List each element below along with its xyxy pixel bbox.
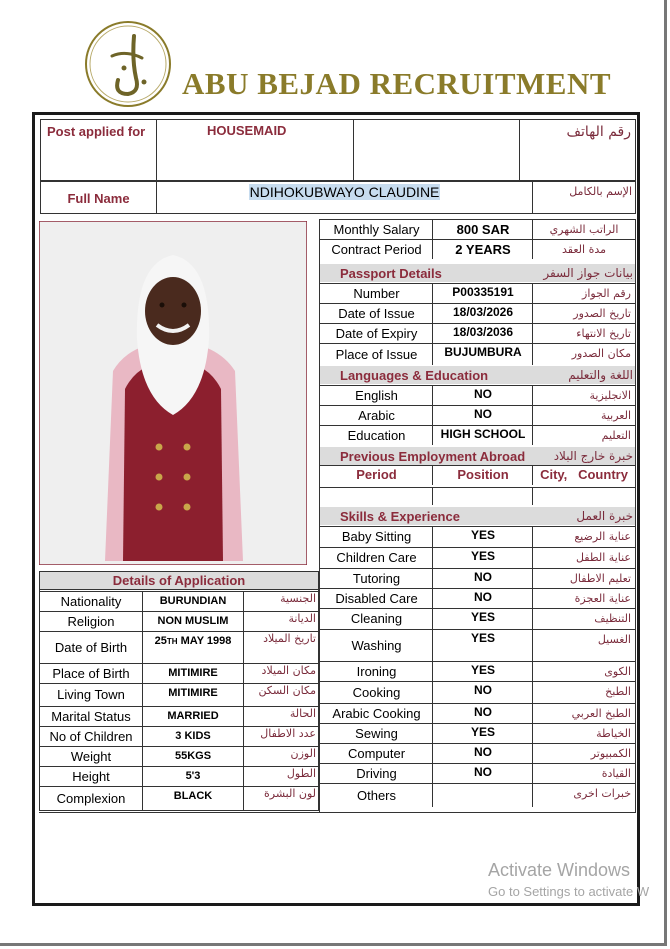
language-field-value: NO — [474, 387, 492, 401]
passport-field-label-ar: تاريخ الصدور — [573, 306, 631, 320]
skills-title: Skills & Experience — [340, 508, 460, 524]
skill-field-value — [433, 785, 533, 803]
skill-field-label: Computer — [347, 745, 406, 761]
employment-row-empty-divider-v2 — [532, 487, 533, 505]
fullname-value: NDIHOKUBWAYO CLAUDINE — [249, 184, 440, 200]
application-row-2-v2 — [243, 631, 244, 663]
company-name: ABU BEJAD RECRUITMENT — [182, 66, 612, 101]
employment-row-empty-divider — [319, 487, 635, 488]
dob-suffix: TH — [166, 636, 178, 646]
skill-field-value: YES — [470, 610, 495, 624]
skill-field-value: NO — [474, 705, 492, 719]
application-row-8-v2 — [243, 766, 244, 786]
passport-field-value: 18/03/2026 — [452, 305, 514, 319]
skill-field-label: Tutoring — [352, 570, 401, 586]
application-field-label-ar: الوزن — [290, 748, 316, 760]
passport-field-label-ar: مكان الصدور — [571, 346, 631, 360]
passport-field-value: P00335191 — [452, 285, 514, 299]
language-field-label: Education — [347, 427, 406, 443]
application-field-value: 55KGS — [174, 750, 212, 762]
skill-field-label-ar: التنظيف — [594, 611, 631, 625]
passport-field-label: Number — [353, 285, 400, 301]
languages-title: Languages & Education — [340, 367, 489, 383]
contract-period-value: 2 YEARS — [455, 241, 511, 257]
application-left-border — [39, 571, 40, 810]
skill-field-label-ar: الطبخ — [605, 684, 631, 698]
application-field-label: Nationality — [60, 593, 122, 609]
dob-month-year: MAY 1998 — [177, 635, 232, 647]
skill-field-label: Disabled Care — [335, 590, 418, 606]
application-field-value: BURUNDIAN — [159, 595, 227, 607]
passport-title-ar: بيانات جواز السفر — [543, 266, 633, 280]
application-field-label-ar: الطول — [286, 768, 316, 780]
company-logo — [84, 20, 172, 108]
application-field-value: 5'3 — [185, 770, 201, 782]
salary-row-0-divider-v2 — [532, 219, 533, 239]
monthly-salary-label: Monthly Salary — [333, 221, 420, 237]
passport-field-label: Date of Expiry — [335, 325, 418, 341]
watermark-line-2: Go to Settings to activate W — [488, 884, 650, 899]
skill-field-label: Others — [356, 787, 396, 803]
skill-field-label-ar: الكوى — [604, 664, 631, 678]
skill-field-label-ar: خبرات اخرى — [573, 786, 631, 800]
application-bottom-border — [39, 810, 319, 811]
passport-field-value: BUJUMBURA — [444, 345, 522, 359]
employment-title-ar: خبرة خارج البلاد — [553, 449, 633, 463]
application-field-label: Complexion — [56, 790, 126, 806]
passport-title: Passport Details — [340, 265, 442, 281]
employment-title: Previous Employment Abroad — [340, 448, 526, 464]
skill-field-label-ar: الخياطة — [596, 726, 631, 740]
skill-field-label: Ironing — [356, 663, 397, 679]
contract-period-label: Contract Period — [331, 241, 422, 257]
employment-col-country: City, Country — [540, 466, 628, 482]
application-field-label: Weight — [70, 748, 112, 764]
skills-title-ar: خبرة العمل — [576, 509, 633, 523]
skill-field-label: Arabic Cooking — [332, 705, 421, 721]
salary-row-0-divider-v1 — [432, 219, 433, 239]
skill-field-value: YES — [470, 725, 495, 739]
application-field-value: 3 KIDS — [175, 730, 211, 742]
languages-title-ar: اللغة والتعليم — [568, 368, 633, 382]
application-row-7-v2 — [243, 746, 244, 766]
skill-field-value: YES — [470, 631, 495, 645]
monthly-salary-ar: الراتب الشهري — [549, 222, 619, 236]
application-field-label-ar: تاريخ الميلاد — [263, 633, 316, 645]
application-field-value: MITIMIRE — [168, 667, 218, 679]
application-field-label: No of Children — [49, 728, 133, 744]
skill-field-value: YES — [470, 528, 495, 542]
application-field-value — [143, 633, 243, 649]
application-field-label: Religion — [67, 613, 115, 629]
application-field-label-ar: الحالة — [289, 708, 316, 720]
phone-label-ar: رقم الهاتف — [566, 124, 631, 140]
application-field-label: Place of Birth — [52, 665, 130, 681]
application-row-0-v2 — [243, 591, 244, 611]
skill-field-value: NO — [474, 570, 492, 584]
skill-field-label-ar: عناية العجزة — [574, 591, 631, 605]
post-applied-label: Post applied for — [47, 123, 146, 139]
fullname-label-ar: الإسم بالكامل — [569, 184, 632, 198]
monthly-salary-value: 800 SAR — [456, 221, 510, 237]
skill-field-value: NO — [474, 745, 492, 759]
application-row-1-v2 — [243, 611, 244, 631]
skill-field-label: Sewing — [355, 725, 398, 741]
application-field-label-ar: الجنسية — [280, 593, 316, 605]
language-field-value: HIGH SCHOOL — [440, 427, 526, 441]
skill-field-label: Driving — [356, 765, 397, 781]
application-field-label-ar: عدد الاطفال — [260, 728, 316, 740]
skill-field-label: Children Care — [336, 550, 417, 565]
skill-field-label-ar: الطبخ العربي — [571, 706, 631, 720]
application-field-label-ar: مكان الميلاد — [261, 665, 316, 677]
passport-field-label: Date of Issue — [338, 305, 415, 321]
skill-field-label-ar: عناية الرضيع — [574, 529, 631, 543]
language-field-label: Arabic — [358, 407, 395, 423]
language-field-label-ar: التعليم — [601, 428, 631, 442]
application-field-label-ar: مكان السكن — [258, 685, 316, 697]
language-field-label-ar: الانجليزية — [589, 388, 631, 402]
application-field-label-ar: لون البشرة — [264, 788, 316, 800]
watermark-line-1: Activate Windows — [488, 860, 631, 880]
employment-row-empty-divider-v1 — [432, 487, 433, 505]
employment-col-period: Period — [356, 466, 397, 482]
windows-activation-watermark — [488, 860, 649, 899]
application-sheet — [32, 112, 640, 906]
passport-field-label-ar: رقم الجواز — [582, 286, 631, 300]
application-row-6-v2 — [243, 726, 244, 746]
skill-field-label-ar: الغسيل — [597, 632, 631, 646]
application-row-4-v2 — [243, 683, 244, 706]
employment-col-position: Position — [457, 466, 509, 482]
skill-field-label: Baby Sitting — [341, 529, 412, 544]
passport-field-value: 18/03/2036 — [452, 325, 514, 339]
skill-field-label-ar: القيادة — [601, 766, 631, 780]
application-right-border — [318, 571, 319, 810]
skill-field-value: YES — [470, 663, 495, 677]
salary-row-0-divider — [319, 219, 635, 220]
salary-row-1-divider-v1 — [432, 239, 433, 259]
application-row-5-v2 — [243, 706, 244, 726]
fullname-value-wrap — [157, 183, 532, 201]
skill-field-label: Cooking — [352, 684, 401, 700]
dob-day: 25 — [154, 635, 167, 647]
application-field-value: NON MUSLIM — [157, 615, 229, 627]
application-field-value: BLACK — [173, 790, 213, 802]
language-field-value: NO — [474, 407, 492, 421]
skill-field-label-ar: تعليم الاطفال — [569, 571, 631, 585]
language-field-label: English — [355, 387, 398, 403]
language-field-label-ar: العربية — [600, 408, 631, 422]
skill-field-value: NO — [474, 765, 492, 779]
application-header: Details of Application — [39, 571, 319, 590]
skill-field-value: NO — [474, 590, 492, 604]
application-field-label: Date of Birth — [54, 639, 128, 655]
application-field-value: MITIMIRE — [168, 687, 218, 699]
application-field-label-ar: الديانة — [288, 613, 316, 625]
passport-field-label-ar: تاريخ الانتهاء — [576, 326, 631, 340]
post-applied-value: HOUSEMAID — [207, 122, 287, 138]
salary-row-1-divider-v2 — [532, 239, 533, 259]
passport-field-label: Place of Issue — [335, 346, 418, 362]
application-row-3-v2 — [243, 663, 244, 683]
skill-field-label-ar: عناية الطفل — [575, 550, 631, 564]
fullname-label: Full Name — [67, 190, 130, 206]
salary-row-1-divider — [319, 239, 635, 240]
application-row-9-v2 — [243, 786, 244, 810]
applicant-photo — [39, 221, 307, 565]
skill-field-label: Cleaning — [350, 611, 403, 626]
contract-period-ar: مدة العقد — [562, 242, 606, 256]
application-field-label: Living Town — [57, 687, 125, 702]
application-field-value: MARRIED — [167, 710, 219, 722]
skill-field-label: Washing — [351, 637, 402, 653]
skill-field-label-ar: الكمبيوتر — [590, 746, 631, 760]
skill-field-value: NO — [474, 683, 492, 697]
skill-field-value: YES — [470, 549, 495, 563]
application-field-label: Marital Status — [51, 708, 131, 724]
application-field-label: Height — [72, 768, 110, 784]
